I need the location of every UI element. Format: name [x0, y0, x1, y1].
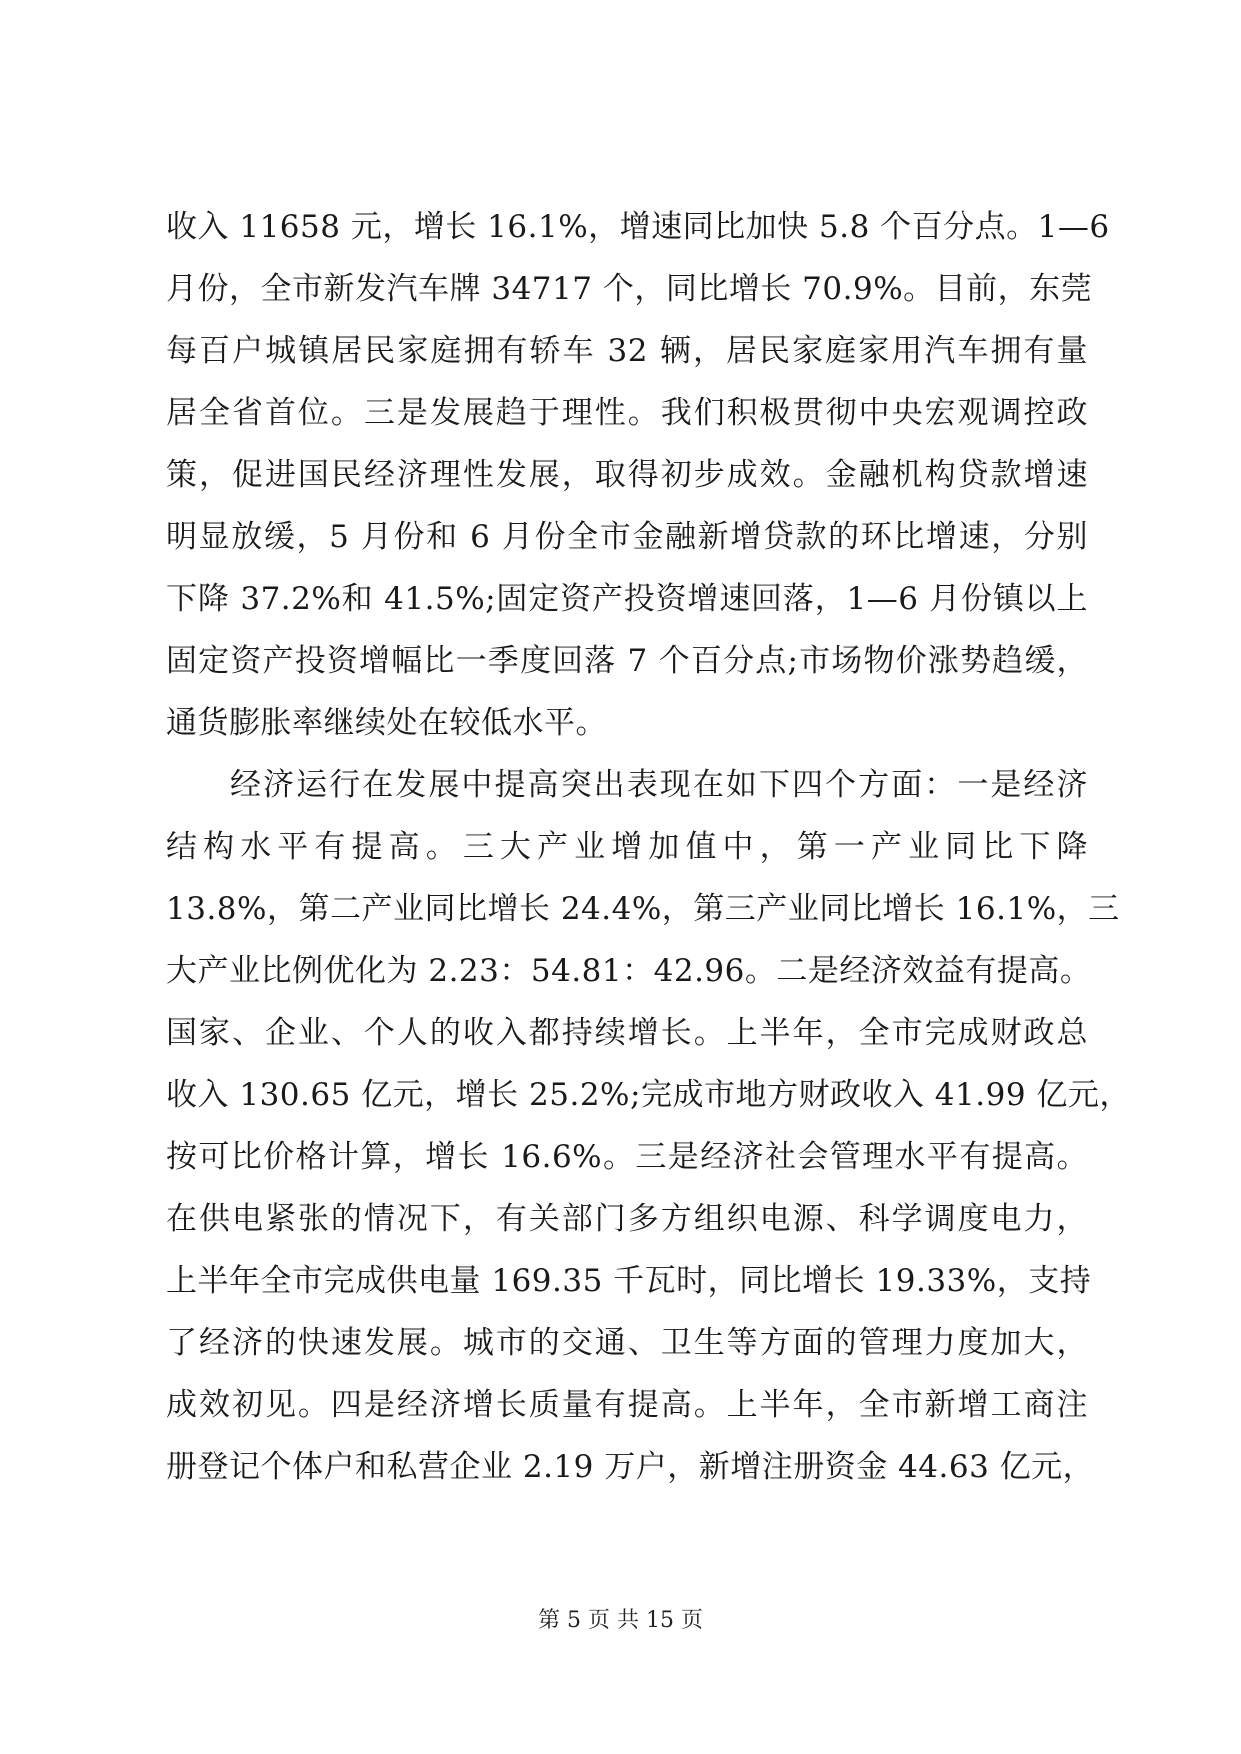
paragraph-line: 了经济的快速发展。城市的交通、卫生等方面的管理力度加大，	[166, 1325, 1088, 1361]
paragraph-1	[166, 196, 1110, 754]
paragraph-line: 明显放缓，5 月份和 6 月份全市金融新增贷款的环比增速，分别	[166, 519, 1088, 555]
paragraph-line: 国家、企业、个人的收入都持续增长。上半年，全市完成财政总	[166, 1015, 1088, 1051]
paragraph-line: 每百户城镇居民家庭拥有轿车 32 辆，居民家庭家用汽车拥有量	[166, 333, 1088, 369]
paragraph-line: 册登记个体户和私营企业 2.19 万户，新增注册资金 44.63 亿元，	[166, 1449, 1095, 1485]
paragraph-line: 收入 130.65 亿元，增长 25.2%;完成市地方财政收入 41.99 亿元，	[166, 1077, 1131, 1113]
paragraph-line: 13.8%，第二产业同比增长 24.4%，第三产业同比增长 16.1%，三	[166, 891, 1120, 927]
paragraph-line: 通货膨胀率继续处在较低水平。	[166, 705, 607, 741]
paragraph-line: 按可比价格计算，增长 16.6%。三是经济社会管理水平有提高。	[166, 1139, 1088, 1175]
paragraph-line: 大产业比例优化为 2.23：54.81：42.96。二是经济效益有提高。	[166, 953, 1092, 989]
paragraph-2	[166, 754, 1131, 1498]
paragraph-line: 结构水平有提高。三大产业增加值中，第一产业同比下降	[166, 829, 1088, 865]
paragraph-line: 下降 37.2%和 41.5%;固定资产投资增速回落，1—6 月份镇以上	[166, 581, 1088, 617]
paragraph-line: 成效初见。四是经济增长质量有提高。上半年，全市新增工商注	[166, 1387, 1088, 1423]
paragraph-line: 收入 11658 元，增长 16.1%，增速同比加快 5.8 个百分点。1—6	[166, 209, 1110, 245]
page-number-footer: 第 5 页 共 15 页	[538, 1608, 703, 1633]
paragraph-line: 在供电紧张的情况下，有关部门多方组织电源、科学调度电力，	[166, 1201, 1088, 1237]
paragraph-line: 策，促进国民经济理性发展，取得初步成效。金融机构贷款增速	[166, 457, 1088, 493]
paragraph-line: 居全省首位。三是发展趋于理性。我们积极贯彻中央宏观调控政	[166, 395, 1088, 431]
paragraph-line: 经济运行在发展中提高突出表现在如下四个方面：一是经济	[230, 767, 1088, 803]
paragraph-line: 月份，全市新发汽车牌 34717 个，同比增长 70.9%。目前，东莞	[166, 271, 1093, 307]
paragraph-line: 固定资产投资增幅比一季度回落 7 个百分点;市场物价涨势趋缓，	[166, 643, 1088, 679]
paragraph-line: 上半年全市完成供电量 169.35 千瓦时，同比增长 19.33%，支持	[166, 1263, 1092, 1299]
